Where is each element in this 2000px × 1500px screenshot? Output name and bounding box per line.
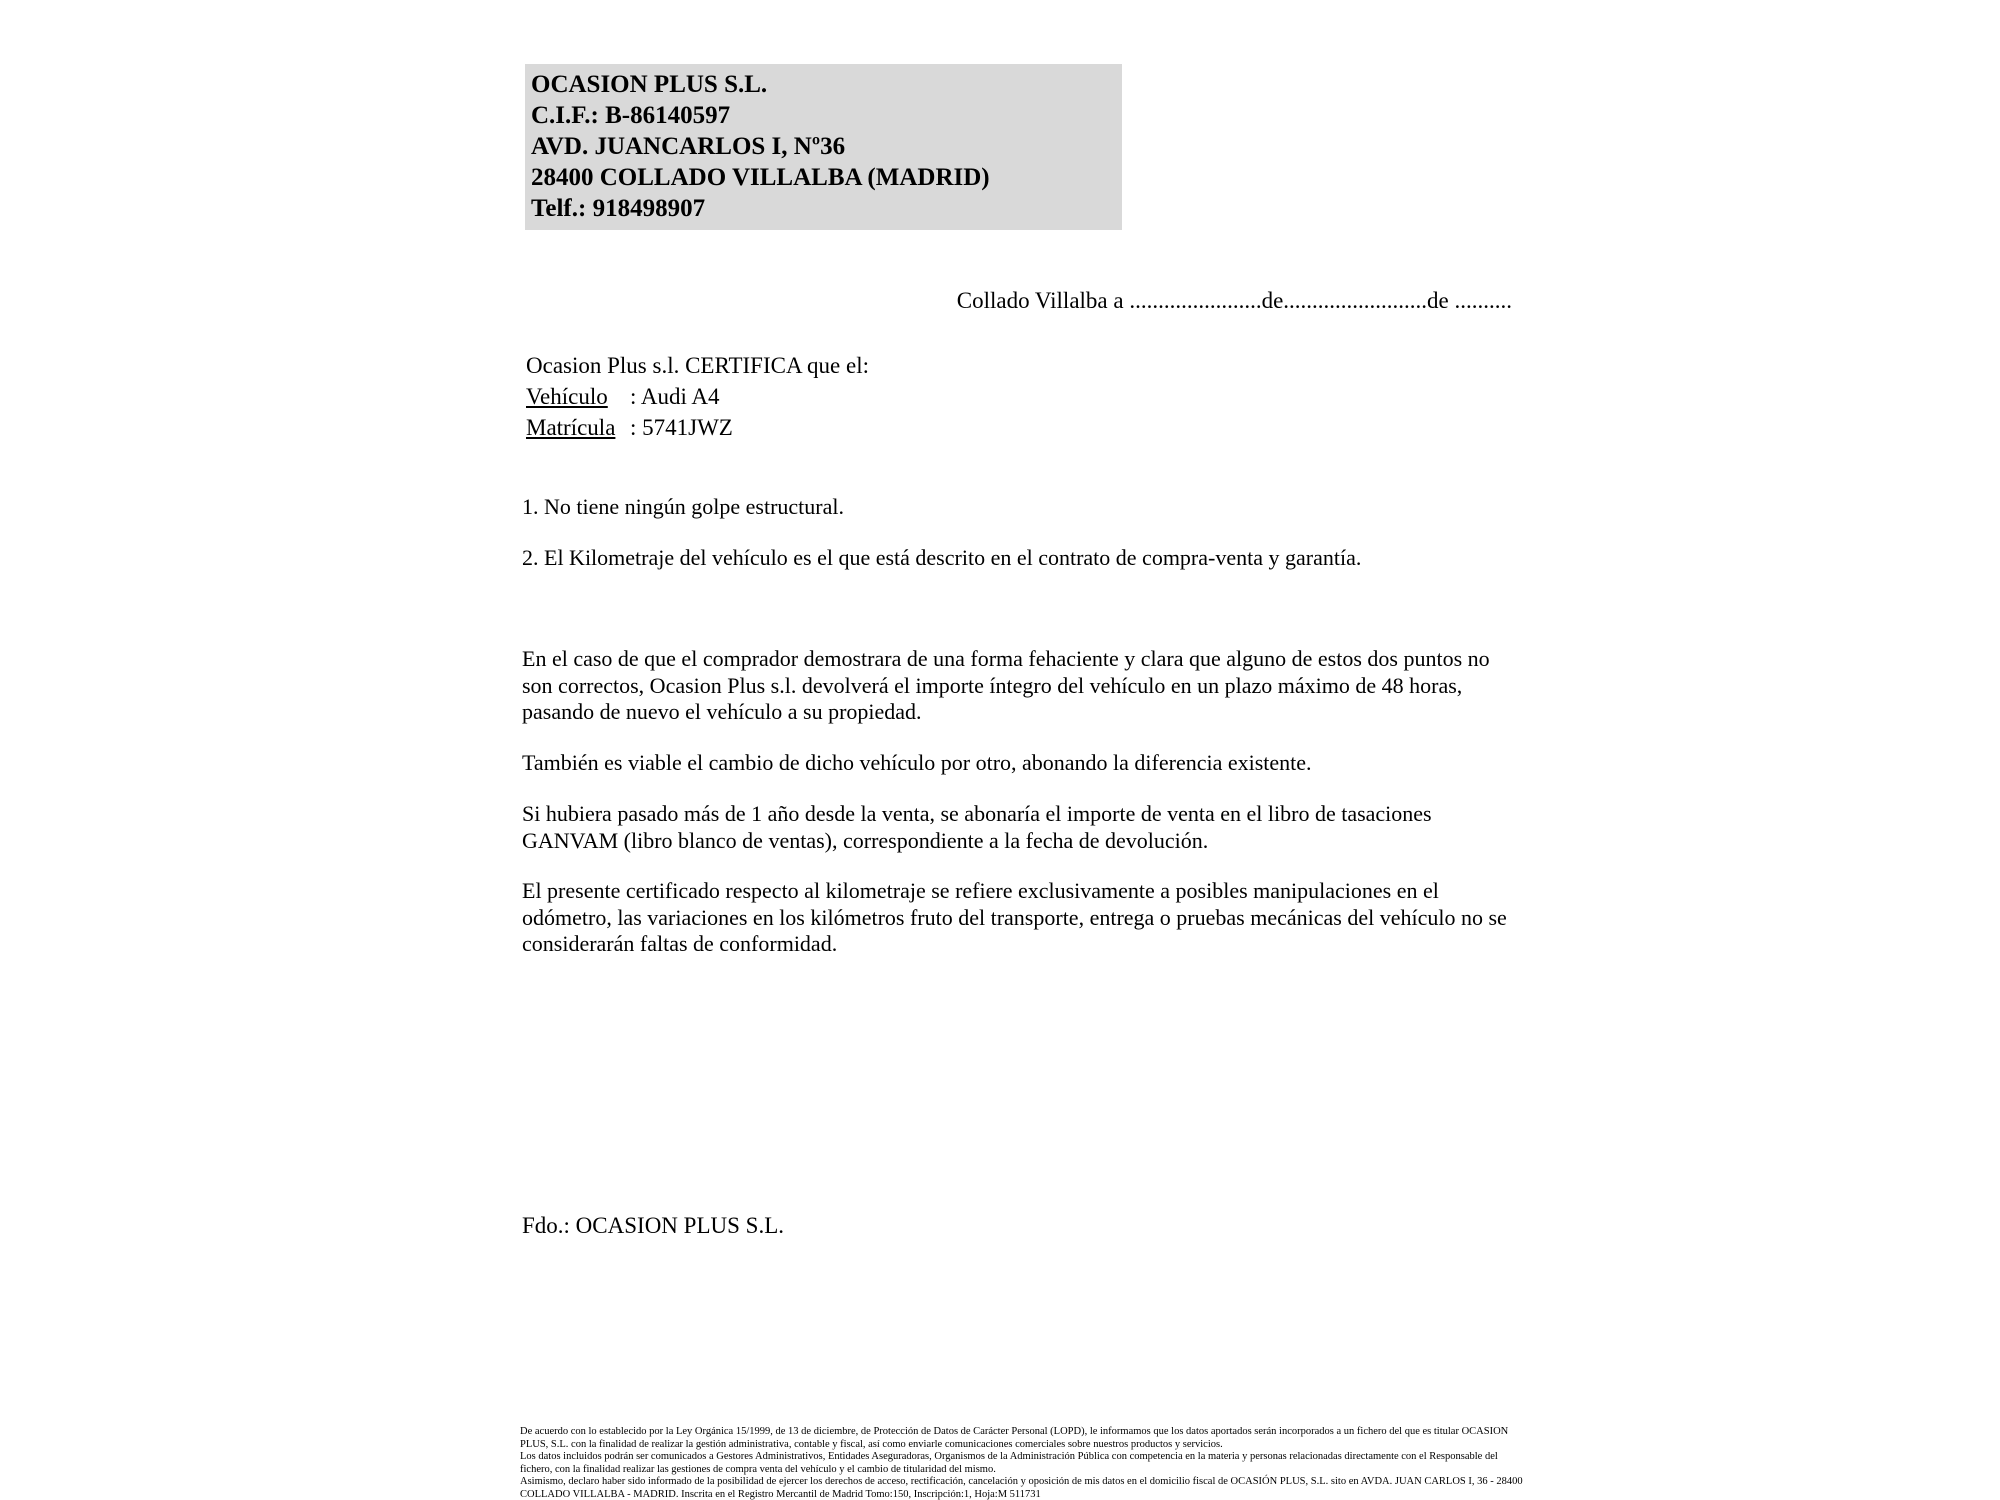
company-header-box (525, 64, 1122, 230)
vehicle-label: Vehículo (526, 384, 608, 409)
certify-intro: Ocasion Plus s.l. CERTIFICA que el: (526, 353, 869, 378)
company-cif: C.I.F.: B-86140597 (531, 102, 731, 129)
plate-row (526, 412, 869, 443)
certification-block (526, 350, 869, 443)
certification-point-1: 1. No tiene ningún golpe estructural. (522, 494, 844, 519)
plate-label: Matrícula (526, 415, 616, 440)
legal-footer-paragraph-data-sharing: Los datos incluidos podrán ser comunicados a Gestores Administrativos, Entidades Aseguradoras, Organismos de la Administración Pública con competencia en la materia y personas relacionadas directamente con el Responsable del fichero, con la finalidad realizar las gestiones de compra venta del vehículo y el cambio de titularidad del mismo. (520, 1451, 1498, 1475)
signature-line: Fdo.: OCASION PLUS S.L. (522, 1213, 784, 1238)
company-phone: Telf.: 918498907 (531, 195, 706, 222)
paragraph-refund-terms: En el caso de que el comprador demostrara de una forma fehaciente y clara que alguno de estos dos puntos no son correctos, Ocasion Plus s.l. devolverá el importe íntegro del vehículo en un plazo máximo de 48 horas, pasando de nuevo el vehículo a su propiedad. (522, 646, 1490, 724)
vehicle-row (526, 381, 869, 412)
company-address-street: AVD. JUANCARLOS I, Nº36 (531, 133, 846, 160)
paragraph-odometer-disclaimer: El presente certificado respecto al kilometraje se refiere exclusivamente a posibles manipulaciones en el odómetro, las variaciones en los kilómetros fruto del transporte, entrega o pruebas mecánicas del vehículo no se considerarán faltas de conformidad. (522, 878, 1507, 956)
legal-footer-paragraph-rights: Asimismo, declaro haber sido informado de la posibilidad de ejercer los derechos de acceso, rectificación, cancelación y oposición de mis datos en el domicilio fiscal de OCASIÓN PLUS, S.L. sito en AVDA. JUAN CARLOS I, 36 - 28400 COLLADO VILLALBA - MADRID. Inscrita en el Registro Mercantil de Madrid Tomo:150, Inscripción:1, Hoja:M 511731 (520, 1476, 1523, 1500)
company-name: OCASION PLUS S.L. (531, 71, 768, 98)
paragraph-exchange-option: También es viable el cambio de dicho vehículo por otro, abonando la diferencia existente. (522, 750, 1312, 775)
legal-footer-paragraph-lopd: De acuerdo con lo establecido por la Ley Orgánica 15/1999, de 13 de diciembre, de Protección de Datos de Carácter Personal (LOPD), le informamos que los datos aportados serán incorporados a un fichero del que es titular OCASION PLUS, S.L. con la finalidad de realizar la gestión administrativa, contable y fiscal, así como enviarle comunicaciones comerciales sobre nuestros productos y servicios. (520, 1426, 1509, 1450)
legal-footer (520, 1426, 1530, 1500)
date-line: Collado Villalba a .......................de.........................de .......... (956, 288, 1512, 313)
company-address-city: 28400 COLLADO VILLALBA (MADRID) (531, 164, 990, 191)
vehicle-value: : Audi A4 (630, 384, 720, 409)
paragraph-ganvam-valuation: Si hubiera pasado más de 1 año desde la venta, se abonaría el importe de venta en el libro de tasaciones GANVAM (libro blanco de ventas), correspondiente a la fecha de devolución. (522, 801, 1432, 853)
plate-value: : 5741JWZ (630, 415, 733, 440)
certification-point-2: 2. El Kilometraje del vehículo es el que está descrito en el contrato de compra-venta y garantía. (522, 545, 1362, 570)
